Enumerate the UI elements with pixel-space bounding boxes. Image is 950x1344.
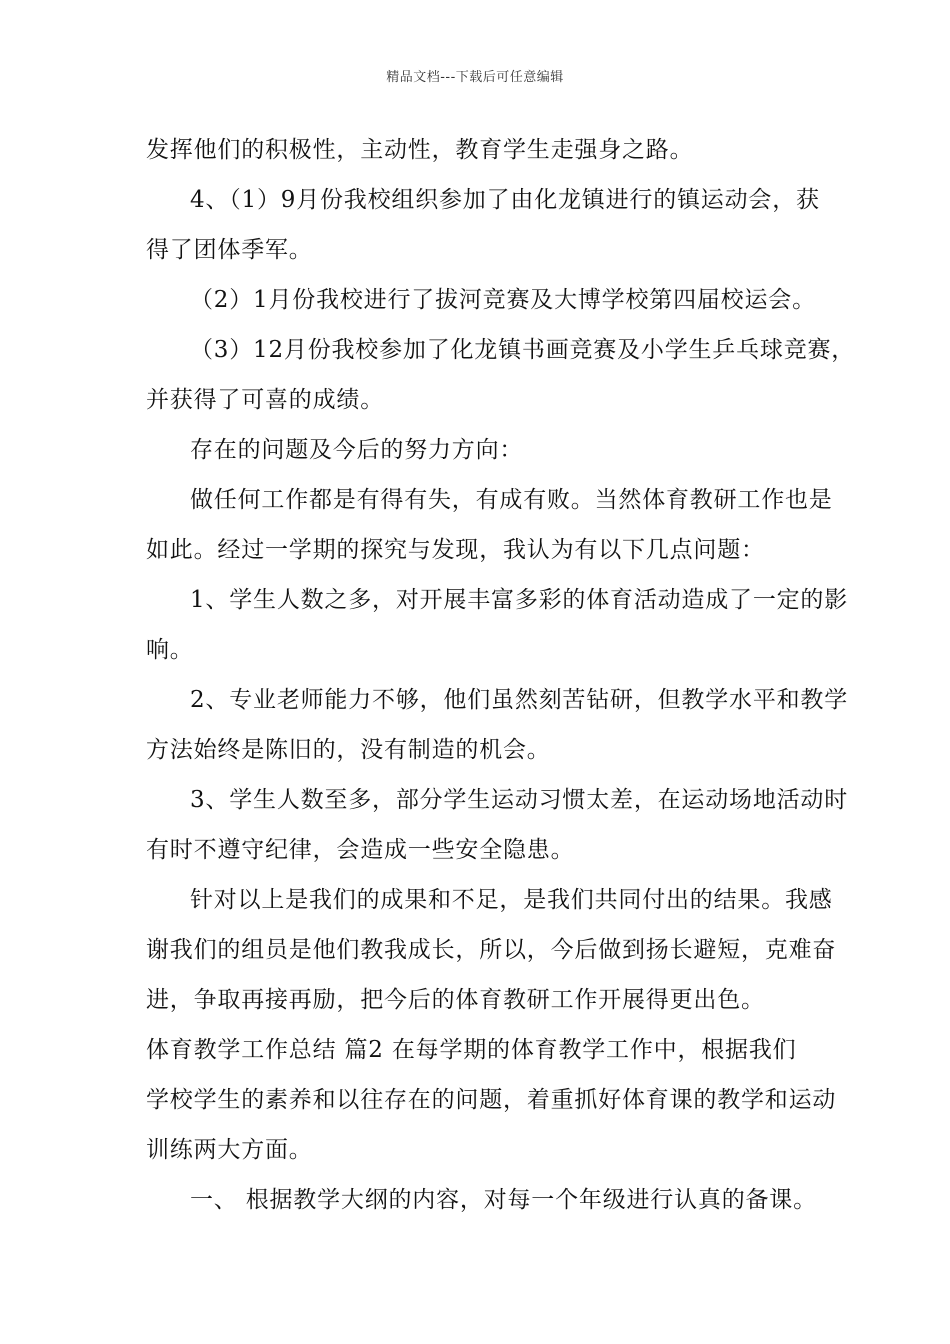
paragraph-line: 如此。经过一学期的探究与发现，我认为有以下几点问题： (146, 537, 765, 563)
paragraph-line: 并获得了可喜的成绩。 (146, 387, 384, 413)
paragraph-line: （2）1月份我校进行了拔河竞赛及大博学校第四届校运会。 (190, 287, 816, 313)
paragraph-line: 做任何工作都是有得有失，有成有败。当然体育教研工作也是 (190, 487, 833, 513)
paragraph-line: 存在的问题及今后的努力方向： (190, 437, 524, 463)
paragraph-line: 谢我们的组员是他们教我成长，所以，今后做到扬长避短，克难奋 (146, 937, 837, 963)
paragraph-line: 学校学生的素养和以往存在的问题，着重抓好体育课的教学和运动 (146, 1087, 837, 1113)
paragraph-line: 一、 根据教学大纲的内容，对每一个年级进行认真的备课。 (190, 1187, 817, 1213)
paragraph-line: 针对以上是我们的成果和不足，是我们共同付出的结果。我感 (190, 887, 833, 913)
paragraph-line: （3）12月份我校参加了化龙镇书画竞赛及小学生乒乓球竞赛， (190, 337, 856, 363)
page-header: 精品文档---下载后可任意编辑 (386, 70, 564, 85)
paragraph-line: 训练两大方面。 (146, 1137, 313, 1163)
paragraph-line: 得了团体季军。 (146, 237, 313, 263)
paragraph-line: 有时不遵守纪律，会造成一些安全隐患。 (146, 837, 575, 863)
paragraph-line: 3、学生人数至多，部分学生运动习惯太差，在运动场地活动时 (190, 787, 849, 813)
section-heading-line: 体育教学工作总结 篇2 在每学期的体育教学工作中，根据我们 (146, 1037, 797, 1063)
paragraph-line: 方法始终是陈旧的，没有制造的机会。 (146, 737, 551, 763)
paragraph-line: 4、（1）9月份我校组织参加了由化龙镇进行的镇运动会，获 (190, 187, 820, 213)
paragraph-line: 发挥他们的积极性，主动性，教育学生走强身之路。 (146, 137, 694, 163)
paragraph-line: 1、学生人数之多，对开展丰富多彩的体育活动造成了一定的影 (190, 587, 849, 613)
paragraph-line: 响。 (146, 637, 194, 663)
paragraph-line: 进，争取再接再励，把今后的体育教研工作开展得更出色。 (146, 987, 765, 1013)
paragraph-line: 2、专业老师能力不够，他们虽然刻苦钻研，但教学水平和教学 (190, 687, 849, 713)
